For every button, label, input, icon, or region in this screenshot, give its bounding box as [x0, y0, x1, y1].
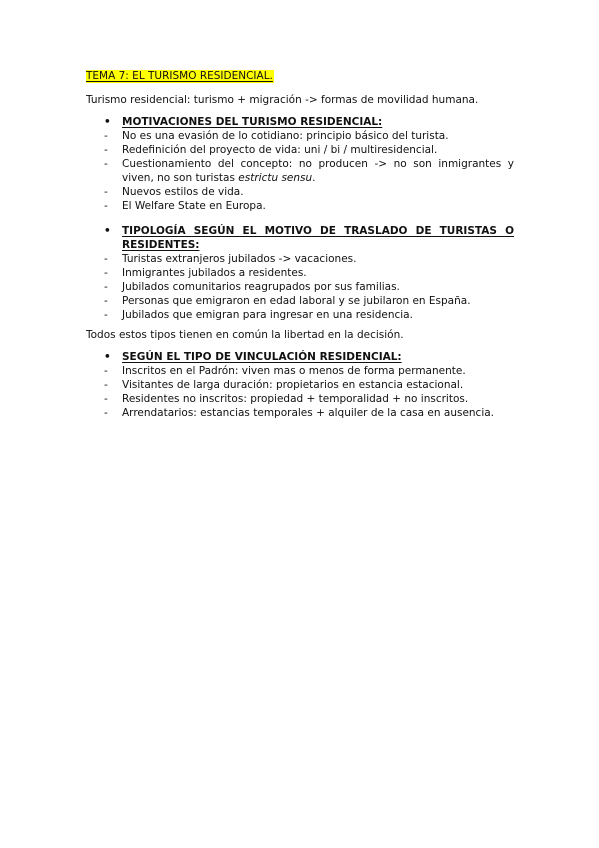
- dash-icon: -: [104, 393, 108, 405]
- list-item: [86, 378, 514, 392]
- dash-icon: -: [104, 158, 108, 170]
- section-heading: [86, 224, 514, 252]
- dash-icon: -: [104, 379, 108, 391]
- list-item-text: Jubilados que emigran para ingresar en una residencia.: [122, 309, 413, 321]
- list-item: [86, 129, 514, 143]
- list-item-text: Nuevos estilos de vida.: [122, 186, 244, 198]
- list-item: [86, 280, 514, 294]
- list-item: [86, 143, 514, 157]
- section-vinculacion: [86, 350, 514, 420]
- list-item-text-end: .: [312, 172, 316, 184]
- list-item: [86, 266, 514, 280]
- list-item: [86, 406, 514, 420]
- dash-icon: -: [104, 267, 108, 279]
- list-item-text: No es una evasión de lo cotidiano: principio básico del turista.: [122, 130, 449, 142]
- closing-paragraph: Todos estos tipos tienen en común la libertad en la decisión.: [86, 329, 404, 341]
- list-item-text: Personas que emigraron en edad laboral y se jubilaron en España.: [122, 295, 471, 307]
- list-item-text: Arrendatarios: estancias temporales + alquiler de la casa en ausencia.: [122, 407, 495, 419]
- list-item: [86, 308, 514, 322]
- dash-icon: -: [104, 144, 108, 156]
- list-item: [86, 364, 514, 378]
- dash-icon: -: [104, 200, 108, 212]
- list-item-text: Redefinición del proyecto de vida: uni / bi / multiresidencial.: [122, 144, 438, 156]
- document-page: [86, 68, 514, 420]
- dash-icon: -: [104, 130, 108, 142]
- list-item-text: Jubilados comunitarios reagrupados por sus familias.: [122, 281, 400, 293]
- list-item-text: Turistas extranjeros jubilados -> vacaciones.: [122, 253, 357, 265]
- dash-icon: -: [104, 186, 108, 198]
- list-item: [86, 294, 514, 308]
- list-item-text: Visitantes de larga duración: propietarios en estancia estacional.: [122, 379, 464, 391]
- dash-icon: -: [104, 281, 108, 293]
- section-heading: [86, 115, 514, 129]
- list-item-emphasis: estrictu sensu: [238, 172, 313, 184]
- item-list: [86, 364, 514, 420]
- dash-icon: -: [104, 309, 108, 321]
- section-heading-text: MOTIVACIONES DEL TURISMO RESIDENCIAL:: [122, 116, 383, 128]
- dash-icon: -: [104, 295, 108, 307]
- list-item-text: El Welfare State en Europa.: [122, 200, 266, 212]
- list-item: [86, 392, 514, 406]
- list-item: [86, 157, 514, 185]
- list-item-text: Residentes no inscritos: propiedad + temporalidad + no inscritos.: [122, 393, 469, 405]
- list-item: [86, 252, 514, 266]
- intro-paragraph: Turismo residencial: turismo + migración -> formas de movilidad humana.: [86, 94, 479, 106]
- list-item-text: Inscritos en el Padrón: viven mas o menos de forma permanente.: [122, 365, 466, 377]
- section-heading-text: SEGÚN EL TIPO DE VINCULACIÓN RESIDENCIAL:: [122, 351, 402, 363]
- dash-icon: -: [104, 407, 108, 419]
- bullet-icon: •: [104, 116, 111, 128]
- bullet-icon: •: [104, 225, 111, 237]
- bullet-icon: •: [104, 351, 111, 363]
- list-item-text: Inmigrantes jubilados a residentes.: [122, 267, 307, 279]
- section-tipologia: [86, 224, 514, 322]
- title-line: [86, 68, 514, 84]
- item-list: [86, 252, 514, 322]
- dash-icon: -: [104, 365, 108, 377]
- list-item: [86, 199, 514, 213]
- section-motivaciones: [86, 115, 514, 213]
- list-item: [86, 185, 514, 199]
- list-item-text: Cuestionamiento del concepto: no producen -> no son inmigrantes y viven, no son turistas: [122, 158, 514, 184]
- item-list: [86, 129, 514, 213]
- document-title: TEMA 7: EL TURISMO RESIDENCIAL.: [86, 70, 273, 82]
- dash-icon: -: [104, 253, 108, 265]
- spacer: [86, 213, 514, 224]
- section-heading-text: TIPOLOGÍA SEGÚN EL MOTIVO DE TRASLADO DE TURISTAS O RESIDENTES:: [122, 225, 514, 251]
- section-heading: [86, 350, 514, 364]
